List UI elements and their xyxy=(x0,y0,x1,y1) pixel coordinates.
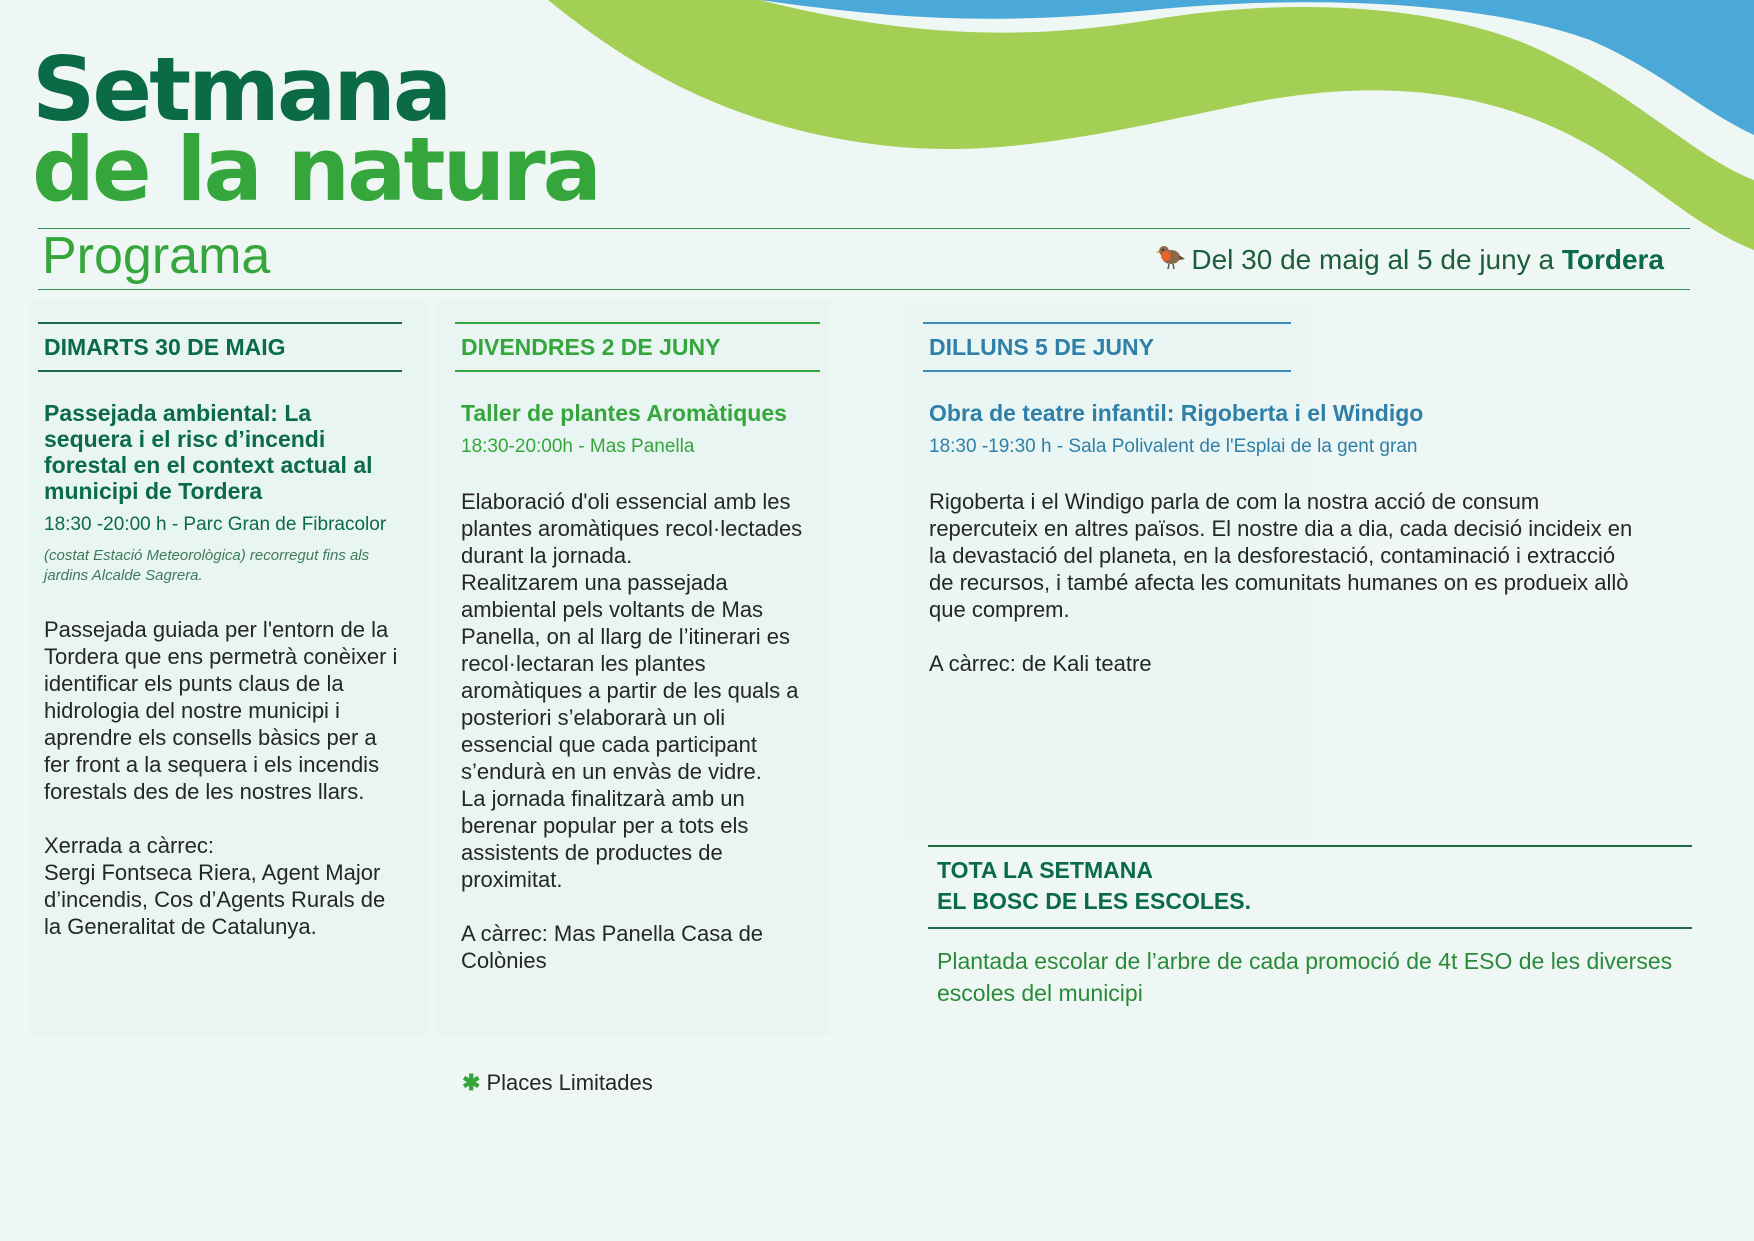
event-time-place: 18:30 -19:30 h - Sala Polivalent de l'Esplai de la gent gran xyxy=(929,436,1418,457)
title-line-2: de la natura xyxy=(32,118,600,221)
event-time-place: 18:30-20:00h - Mas Panella xyxy=(461,436,695,457)
robin-bird-icon xyxy=(1155,241,1185,282)
day-column-friday xyxy=(455,322,820,974)
whole-week-heading xyxy=(928,845,1692,929)
event-organizer: A càrrec: de Kali teatre xyxy=(929,651,1152,676)
event-organizer: A càrrec: Mas Panella Casa de Colònies xyxy=(461,921,764,973)
whole-week-section xyxy=(928,845,1692,1009)
whole-week-line-1: TOTA LA SETMANA xyxy=(937,857,1153,883)
whole-week-line-2: EL BOSC DE LES ESCOLES. xyxy=(937,888,1251,914)
day-column-monday xyxy=(923,322,1643,677)
event-time-place: 18:30 -20:00 h - Parc Gran de Fibracolor xyxy=(44,514,387,535)
title-line-1: Setmana xyxy=(32,38,450,141)
event-description: Passejada guiada per l'entorn de la Tordera que ens permetrà conèixer i identificar els punts claus de la hidrologia del nostre municipi i aprendre els consells bàsics per a fer front a la sequera i els incendis forestals des de les nostres llars. xyxy=(44,617,398,804)
event-title: Taller de plantes Aromàtiques xyxy=(461,400,787,426)
green-wave xyxy=(548,0,1754,250)
asterisk-icon: ✱ xyxy=(462,1070,481,1095)
event-speaker: Xerrada a càrrec: Sergi Fontseca Riera, Agent Major d’incendis, Cos d’Agents Rurals de la Generalitat de Catalunya. xyxy=(44,833,386,939)
day-heading: DIVENDRES 2 DE JUNY xyxy=(455,322,820,372)
header-bottom-divider xyxy=(38,289,1690,290)
subtitle-programa: Programa xyxy=(42,227,271,285)
event-note: (costat Estació Meteorològica) recorregut fins als jardins Alcalde Sagrera. xyxy=(44,547,370,584)
whole-week-description: Plantada escolar de l’arbre de cada promoció de 4t ESO de les diverses escoles del municipi xyxy=(937,948,1673,1006)
main-title xyxy=(32,38,600,221)
event-title: Obra de teatre infantil: Rigoberta i el Windigo xyxy=(929,400,1424,426)
event-dates xyxy=(1155,240,1664,282)
places-limited xyxy=(462,1070,653,1096)
header-top-divider xyxy=(38,228,1690,229)
dates-text: Del 30 de maig al 5 de juny a xyxy=(1191,244,1562,275)
day-column-tuesday xyxy=(38,322,402,940)
event-description: Rigoberta i el Windigo parla de com la nostra acció de consum repercuteix en altres països. El nostre dia a dia, cada decisió incideix en la devastació del planeta, en la desforestació, contaminació i extracció de recursos, i també afecta les comunitats humanes on es produeix allò que comprem. xyxy=(929,489,1633,622)
day-heading: DIMARTS 30 DE MAIG xyxy=(38,322,402,372)
event-title: Passejada ambiental: La sequera i el risc d’incendi forestal en el context actual al municipi de Tordera xyxy=(44,400,373,504)
event-description: Elaboració d'oli essencial amb les plantes aromàtiques recol·lectades durant la jornada. Realitzarem una passejada ambiental pels voltants de Mas Panella, on al llarg de l’itinerari es recol·lectaran les plantes aromàtiques a partir de les quals a posteriori s’elaborarà un oli essencial que cada participant s’endurà en un envàs de vidre. La jornada finalitzarà amb un berenar popular per a tots els assistents de productes de proximitat. xyxy=(461,489,803,892)
places-text: Places Limitades xyxy=(486,1070,653,1095)
day-heading: DILLUNS 5 DE JUNY xyxy=(923,322,1291,372)
dates-place: Tordera xyxy=(1561,244,1664,275)
